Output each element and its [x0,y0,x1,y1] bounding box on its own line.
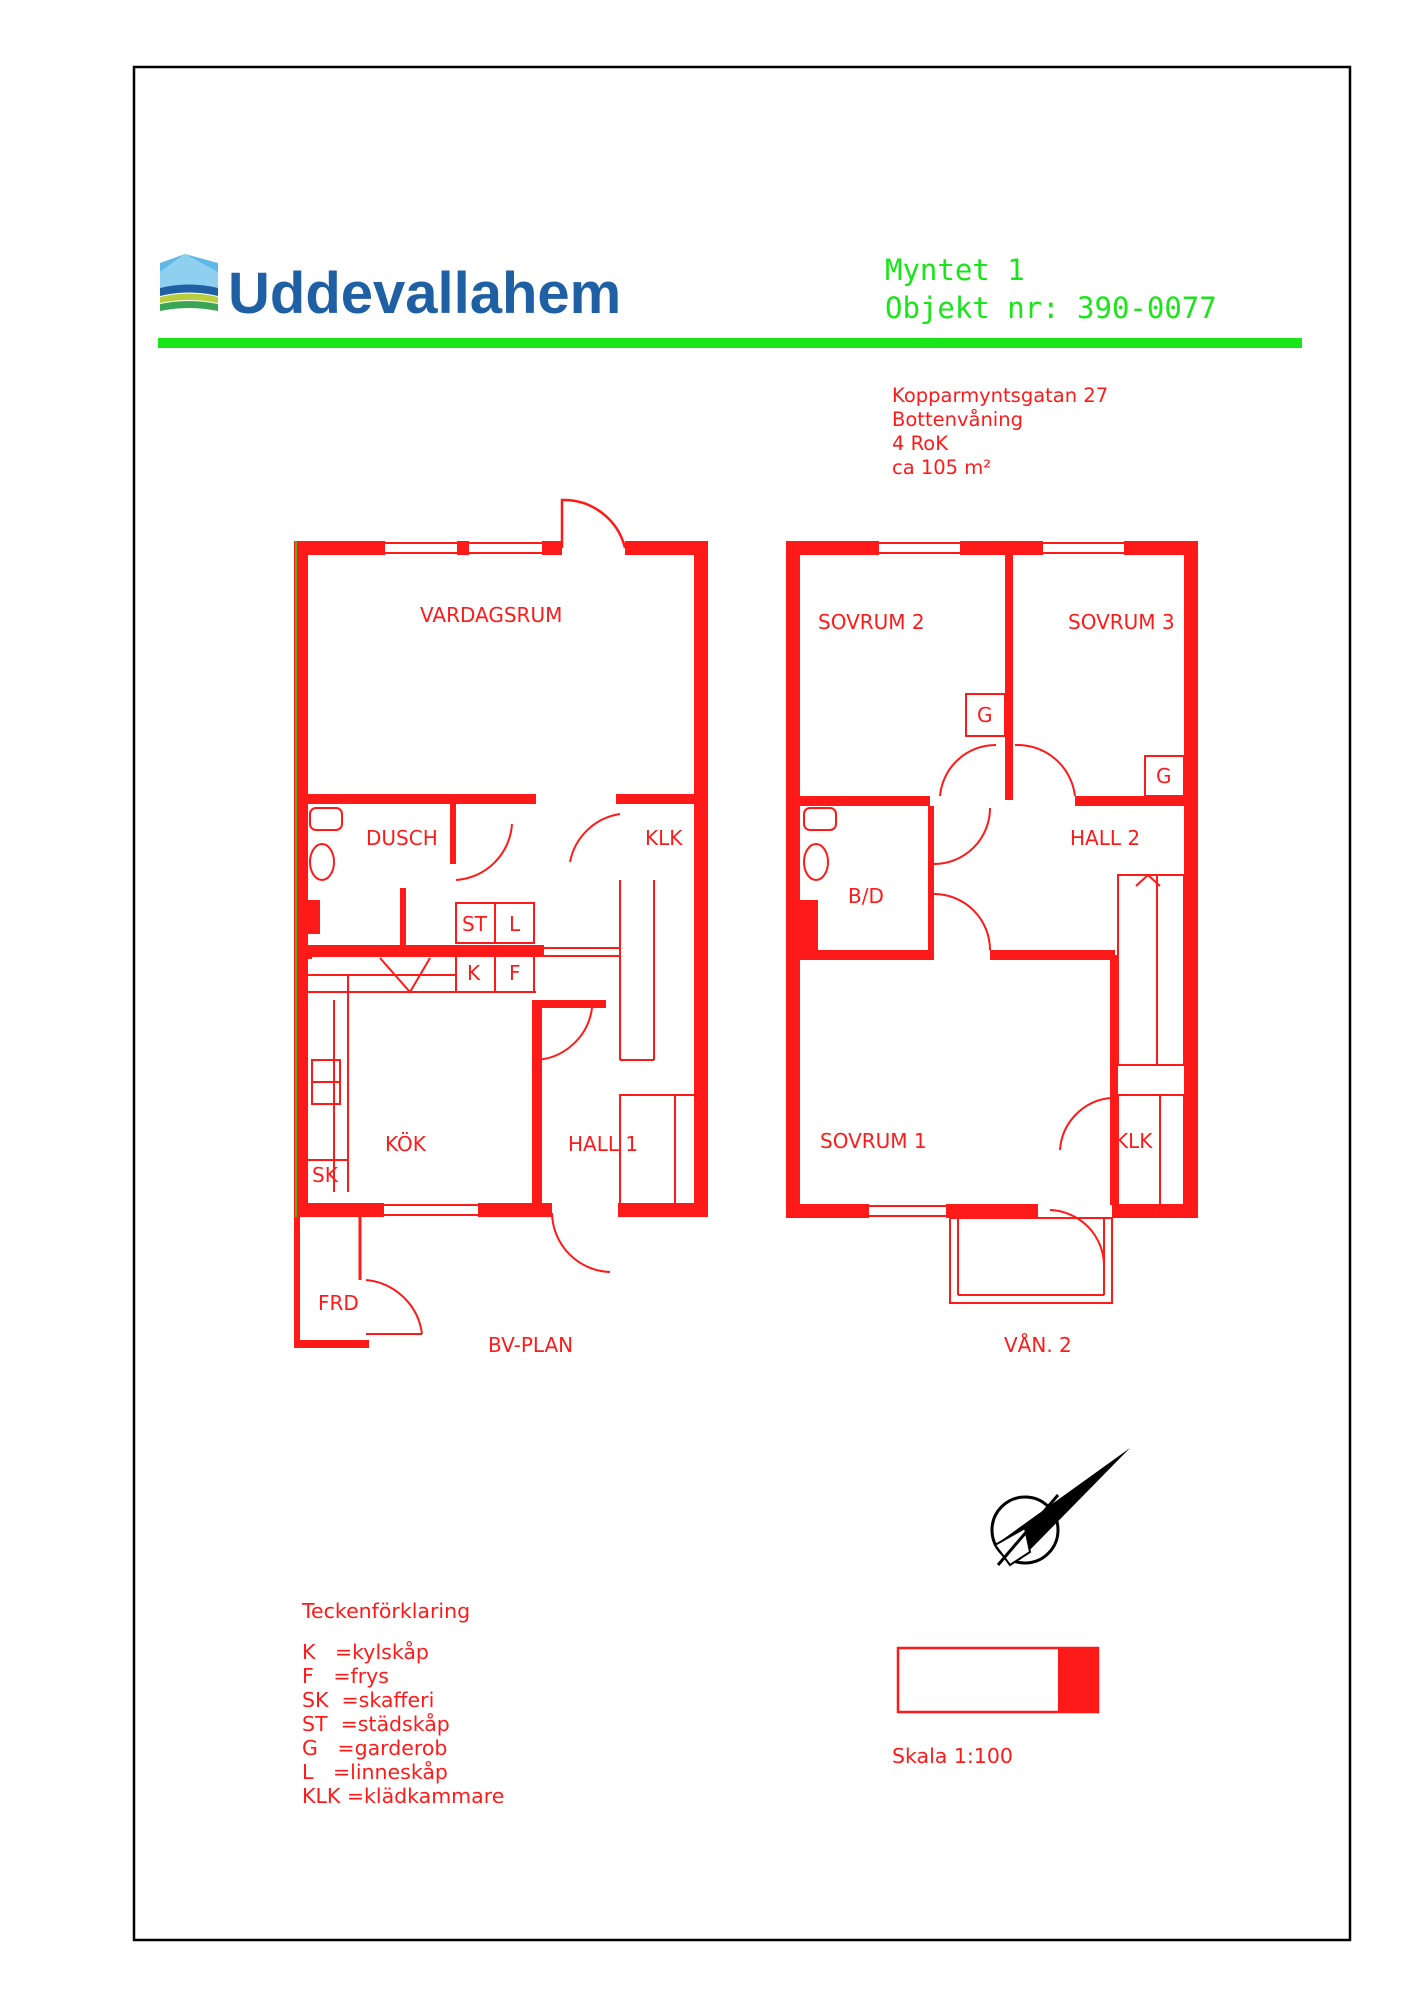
label-f: F [509,961,521,985]
upper-bath-fixtures [804,808,836,880]
ground-porch [294,1217,422,1348]
label-sovrum3: SOVRUM 3 [1068,610,1175,634]
ground-floor-plan [294,500,708,1348]
label-st: ST [462,912,487,936]
object-number: Objekt nr: 390-0077 [885,291,1217,325]
ground-shower-fixtures [306,808,342,934]
logo [160,254,621,326]
label-bd: B/D [848,884,884,908]
label-klk-ground: KLK [645,826,683,850]
ground-outer-walls [294,541,708,1217]
north-arrow-icon [992,1448,1130,1565]
upper-outer-walls [786,541,1198,1218]
scale-bar [898,1648,1098,1712]
ground-thin-walls [304,880,698,1205]
label-k: K [467,961,481,985]
label-sovrum1: SOVRUM 1 [820,1129,927,1153]
upper-floor-plan [786,541,1198,1303]
ground-entry-door [562,500,625,548]
project-name: Myntet 1 [885,253,1025,287]
legend-item: G =garderob [302,1736,448,1760]
legend-item: KLK =klädkammare [302,1784,505,1808]
legend-item: ST =städskåp [302,1712,450,1736]
header-rule [158,338,1302,348]
address-area: ca 105 m² [892,456,992,479]
label-sovrum2: SOVRUM 2 [818,610,925,634]
upper-doors [934,745,1110,1265]
label-kok: KÖK [385,1132,426,1156]
logo-roof-icon [160,254,218,311]
ground-plan-title: BV-PLAN [488,1333,574,1357]
legend-title: Teckenförklaring [302,1599,471,1623]
upper-plan-title: VÅN. 2 [1004,1333,1072,1357]
label-g-sovrum2: G [977,703,993,727]
legend [301,1599,504,1808]
label-g-sovrum3: G [1156,764,1172,788]
label-dusch: DUSCH [366,826,438,850]
label-l: L [509,912,521,936]
address-street: Kopparmyntsgatan 27 [892,384,1109,407]
label-vardagsrum: VARDAGSRUM [420,603,563,627]
legend-item: SK =skafferi [302,1688,435,1712]
label-klk-upper: KLK [1115,1129,1153,1153]
address-floor: Bottenvåning [892,408,1023,431]
legend-item: F =frys [302,1664,389,1688]
legend-item: K =kylskåp [302,1640,429,1664]
label-hall2: HALL 2 [1070,826,1141,850]
label-frd: FRD [318,1291,359,1315]
label-hall1: HALL 1 [568,1132,639,1156]
address-rooms: 4 RoK [892,432,948,455]
label-sk: SK [312,1163,338,1187]
upper-inner-walls [800,555,1184,1205]
brand-name: Uddevallahem [228,261,622,326]
legend-item: L =linneskåp [302,1760,448,1784]
upper-windows [869,543,1196,1216]
scale-label: Skala 1:100 [892,1744,1013,1768]
